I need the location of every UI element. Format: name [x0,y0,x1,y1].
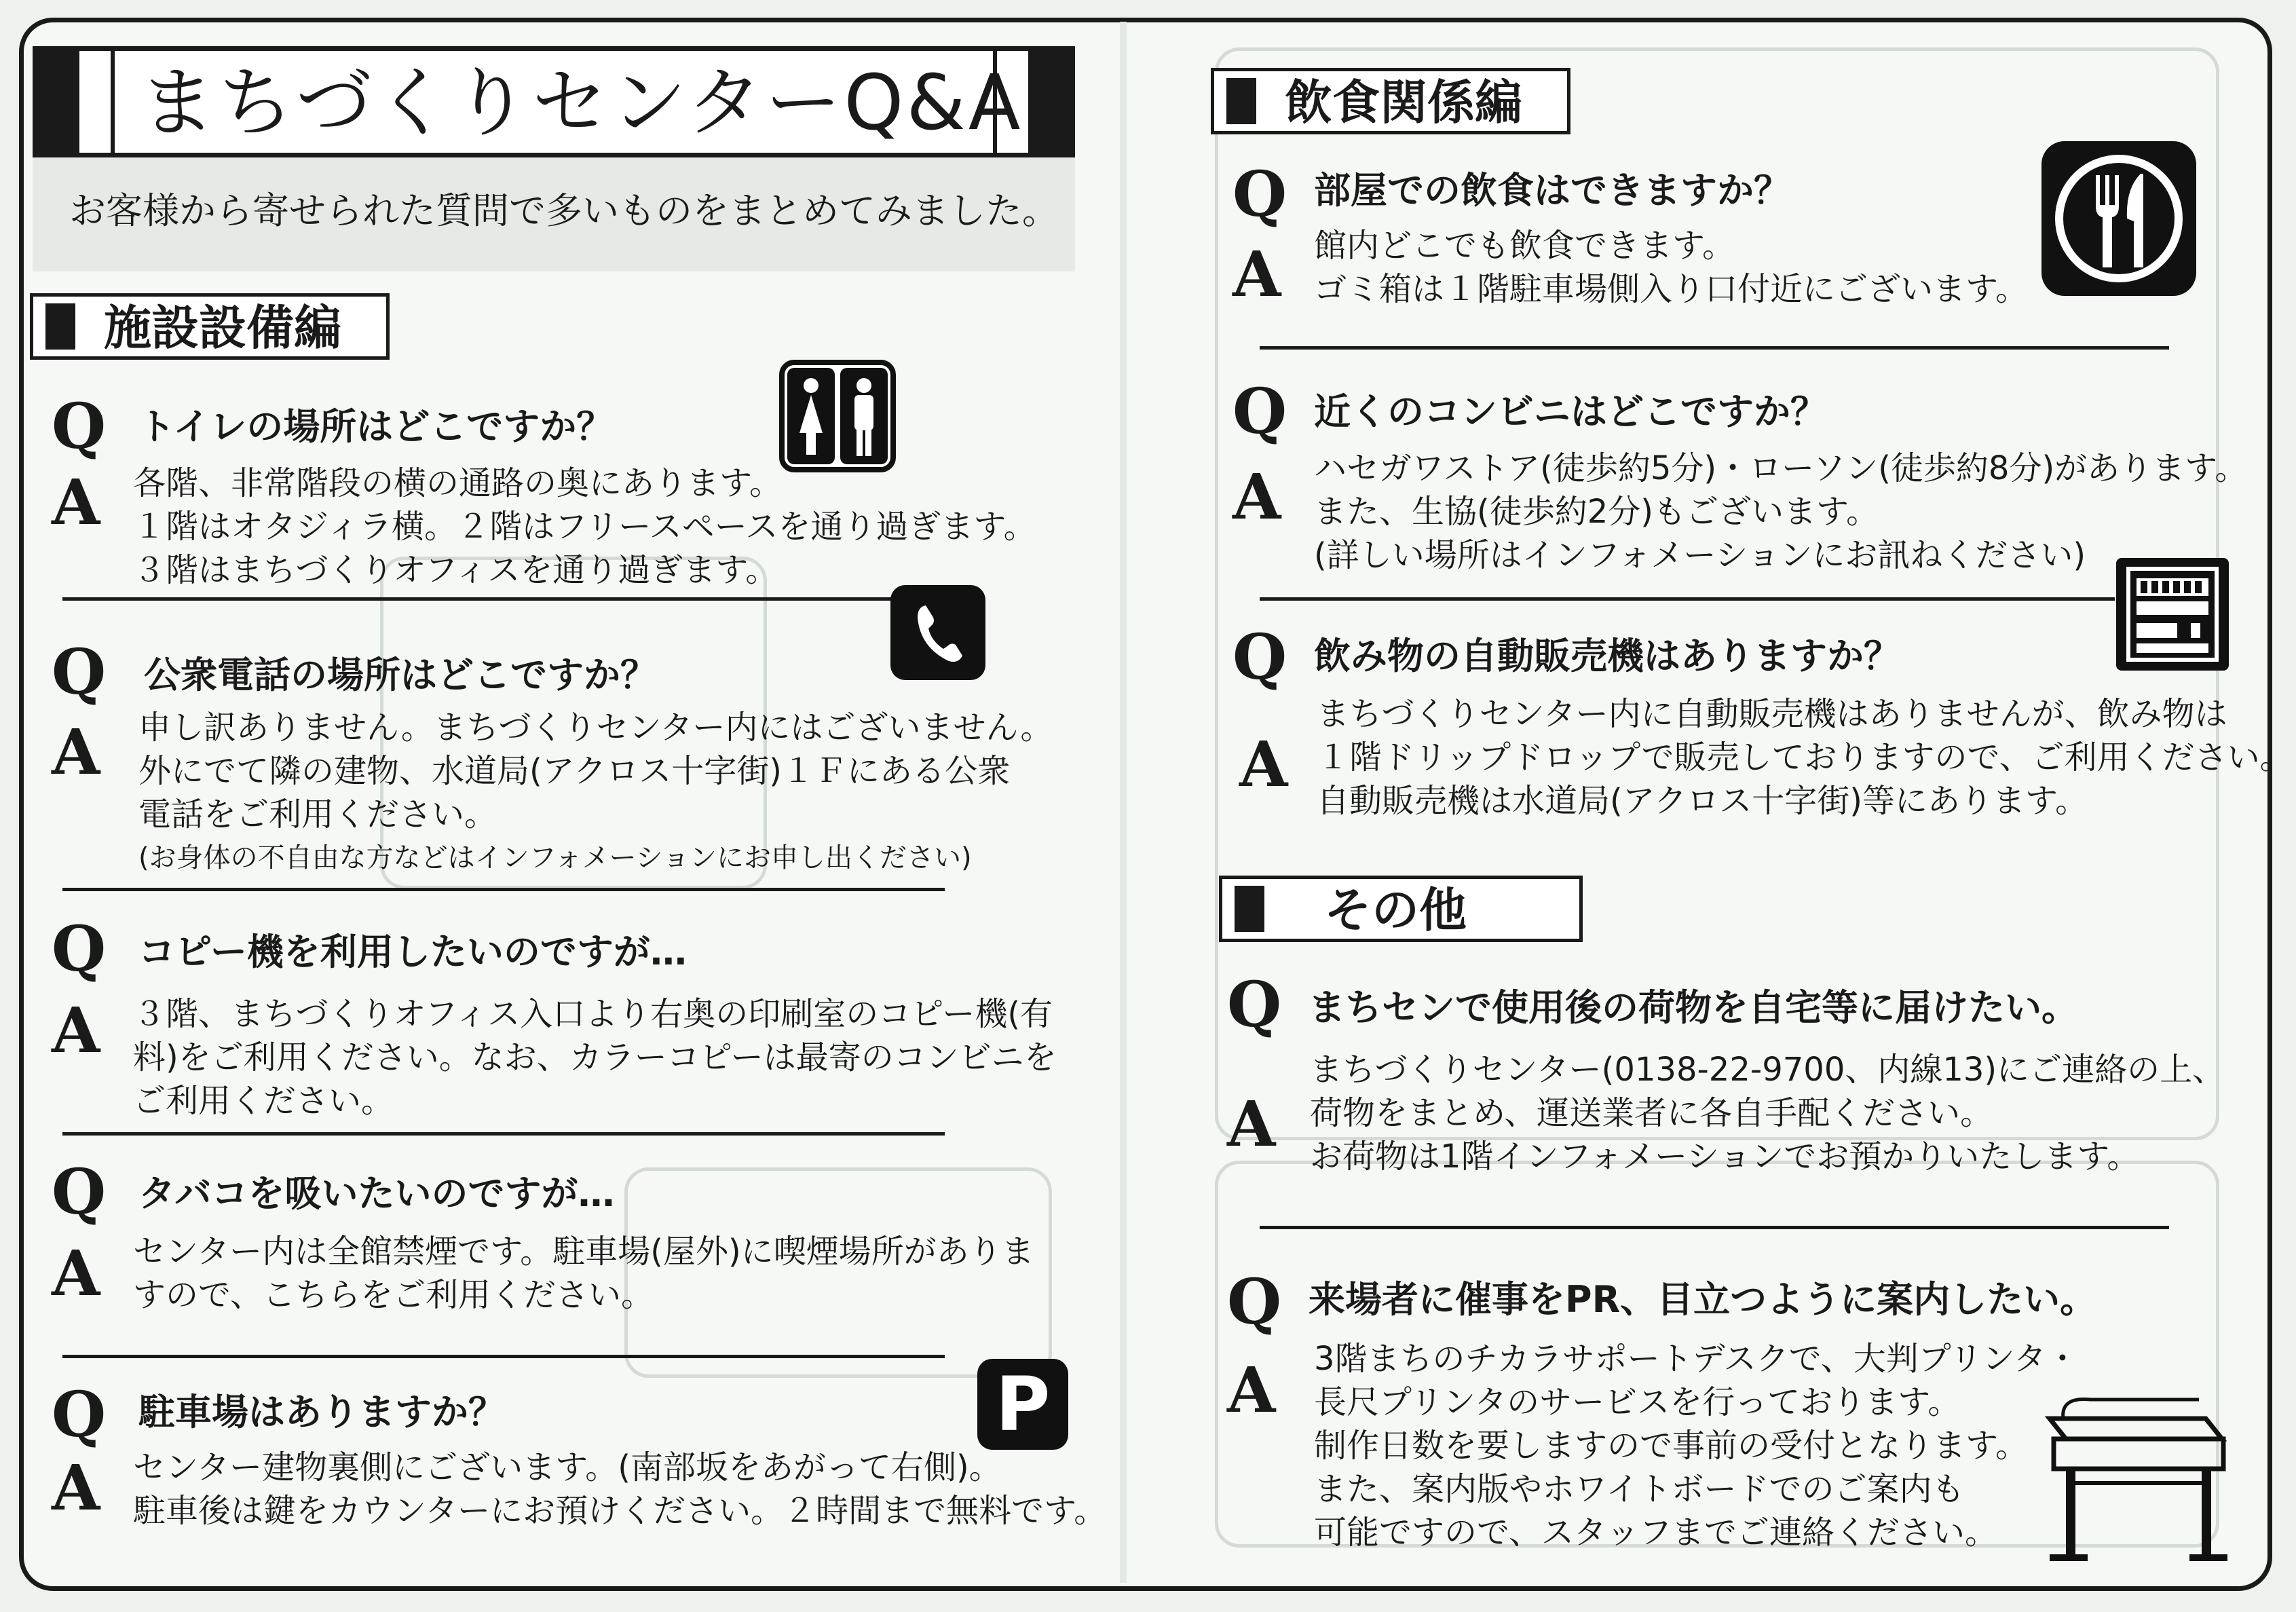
divider [62,1132,945,1136]
divider [62,597,945,601]
q-label: Q [52,1155,107,1229]
answer-text: 3階まちのチカラサポートデスクで、大判プリンタ・ 長尺プリンタのサービスを行っております。 制作日数を要しますので事前の受付となります。 また、案内版やホワイトボードでのご案内も 可能ですので、スタッフまでご連絡ください。 [1314,1340,2079,1552]
parking-icon: P [977,1359,1068,1450]
phone-icon [890,585,985,680]
question-text: 公衆電話の場所はどこですか？ [144,654,657,696]
answer-text: 館内どこでも飲食できます。 ゴミ箱は１階駐車場側入り口付近にございます。 [1314,227,2029,308]
q-label: Q [52,390,107,463]
answer-text: ３階、まちづくりオフィス入口より右奥の印刷室のコピー機(有 料)をご利用ください。なお、カラーコピーは最寄のコンビニを ご利用ください。 [133,995,1057,1120]
large-printer-icon [2036,1391,2233,1568]
section-other [1219,876,1583,942]
question-text: タバコを吸いたいのですが… [138,1172,615,1215]
section-title: その他 [1324,882,1467,938]
q-label: Q [1227,968,1282,1041]
divider [62,1355,945,1358]
q-label: Q [1232,157,1287,231]
divider [62,888,945,891]
a-label: A [1239,728,1288,801]
q-label: Q [1232,375,1287,448]
a-label: A [1227,1087,1276,1161]
main-title-box [33,46,1075,157]
page-subtitle: お客様から寄せられた質問で多いものをまとめてみました。 [69,189,1059,232]
question-text: 近くのコンビニはどこですか？ [1314,390,1827,433]
a-label: A [52,715,100,789]
section-title: 施設設備編 [104,300,341,356]
section-facilities [30,293,390,360]
answer-text: センター建物裏側にございます。(南部坂をあがって右側)。 駐車後は鍵をカウンターにお預けください。２時間まで無料です。 [133,1448,1107,1530]
q-label: Q [52,1378,107,1451]
q-label: Q [52,635,107,709]
question-text: トイレの場所はどこですか？ [138,405,614,448]
page-title: まちづくりセンターQ&A [139,59,1023,147]
question-text: 部屋での飲食はできますか？ [1314,169,1790,212]
a-label: A [1232,460,1281,533]
question-text: 駐車場はありますか？ [138,1391,505,1433]
section-title: 飲食関係編 [1285,75,1522,130]
answer-text: まちづくりセンター内に自動販売機はありませんが、飲み物は １階ドリップドロップで販売しておりますので、ご利用ください。 自動販売機は水道局(アクロス十字街)等にあります。 [1317,695,2293,820]
question-text: まちセンで使用後の荷物を自宅等に届けたい。 [1309,986,2078,1029]
answer-text: 各階、非常階段の横の通路の奥にあります。 １階はオタジィラ横。２階はフリースペースを通り過ぎます。 ３階はまちづくりオフィスを通り過ぎます。 [133,464,1036,589]
question-text: コピー機を利用したいのですが… [138,931,687,973]
q-label: Q [52,912,107,986]
divider [1260,346,2169,350]
fork-knife-icon [2041,141,2196,296]
a-label: A [1227,1353,1276,1427]
answer-text: まちづくりセンター(0138-22-9700、内線13)にご連絡の上、 荷物をまとめ、運送業者に各自手配ください。 お荷物は1階インフォメーションでお預かりいたします。 [1310,1051,2225,1176]
a-label: A [52,994,100,1067]
q-label: Q [1232,620,1287,694]
vending-machine-icon [2116,558,2229,671]
answer-text: センター内は全館禁煙です。駐車場(屋外)に喫煙場所がありま すので、こちらをご利用ください。 [133,1233,1034,1314]
q-label: Q [1227,1265,1282,1338]
question-text: 来場者に催事をPR、目立つように案内したい。 [1309,1278,2097,1321]
divider [1260,1226,2169,1229]
a-label: A [52,1237,100,1310]
restroom-icon [779,360,896,472]
answer-text: ハセガワストア(徒歩約5分)・ローソン(徒歩約8分)があります。 また、生協(徒歩約2分)もございます。 (詳しい場所はインフォメーションにお訊ねください) [1314,449,2248,574]
answer-text: 申し訳ありません。まちづくりセンター内にはございません。 外にでて隣の建物、水道局(アクロス十字街)１Ｆにある公衆 電話をご利用ください。 (お身体の不自由な方などはインフォメーションにお申し出ください) [138,709,1053,874]
a-label: A [52,1451,100,1524]
a-label: A [52,466,100,539]
section-food [1211,68,1570,134]
page-fold [1120,22,1127,1583]
divider [1260,597,2115,601]
a-label: A [1232,238,1281,311]
question-text: 飲み物の自動販売機はありますか？ [1314,635,1900,677]
